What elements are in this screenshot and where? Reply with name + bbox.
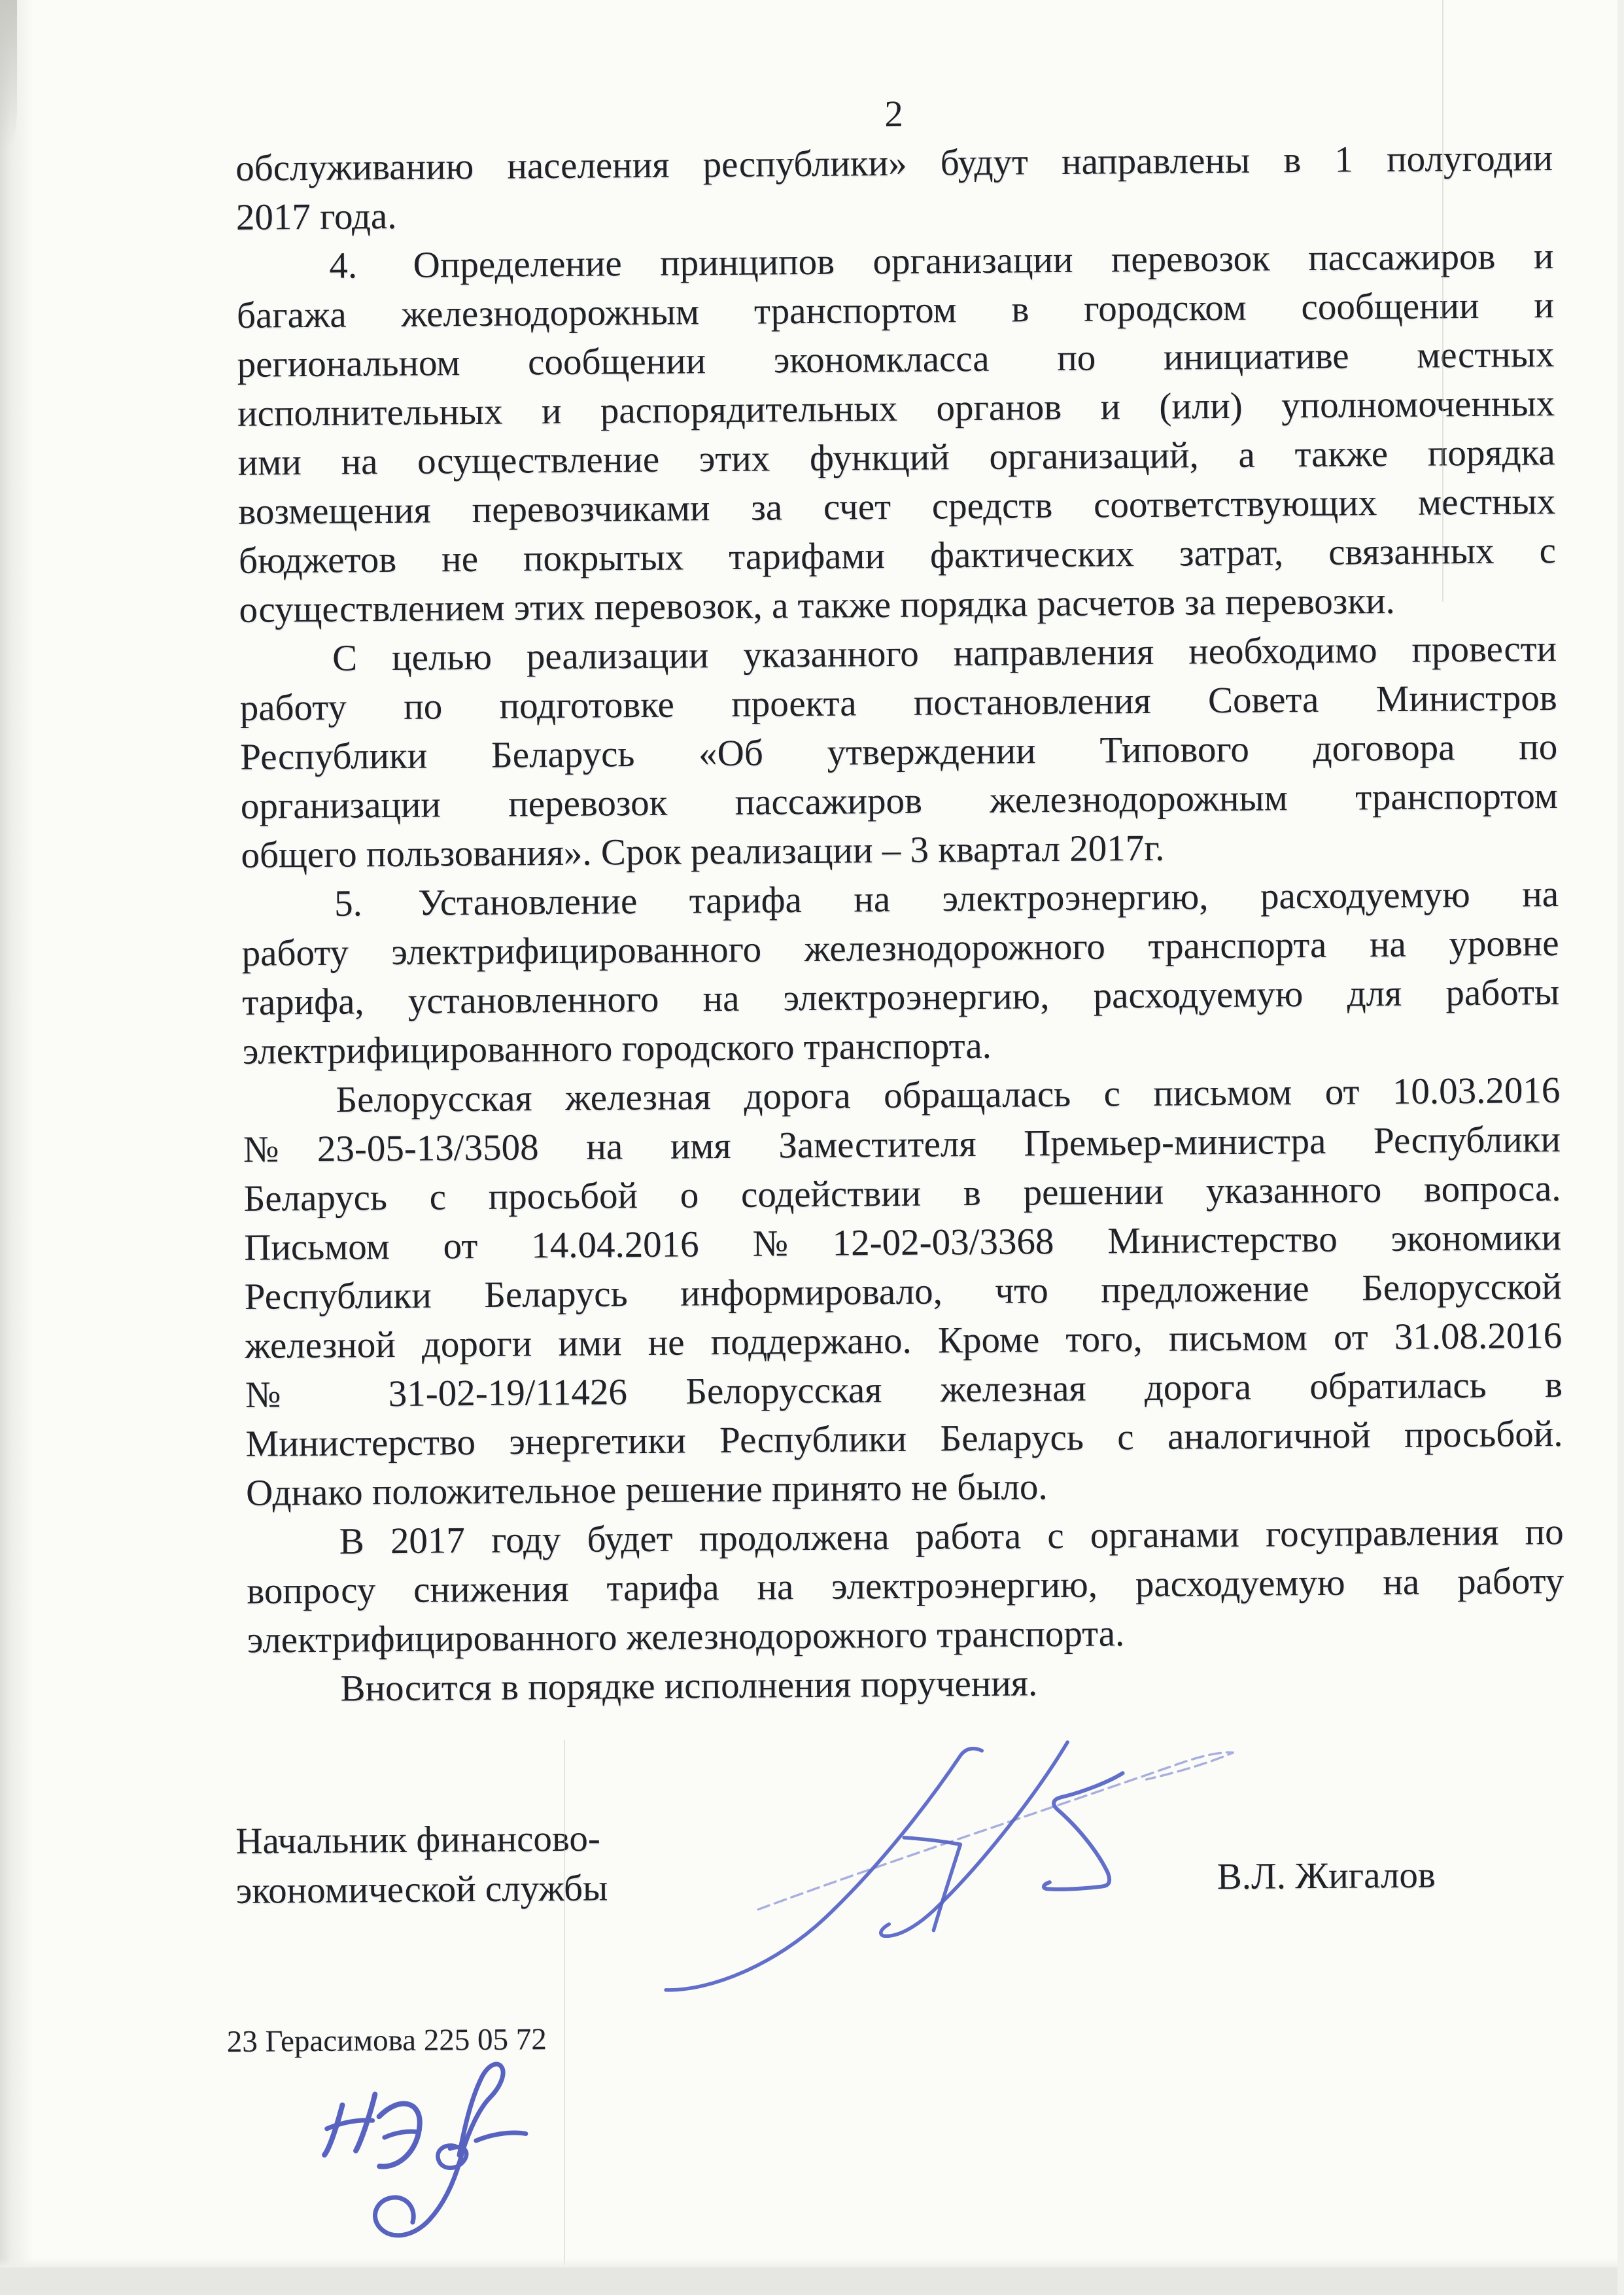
- signature-ink: [652, 1691, 1270, 2023]
- text-line: тарифа, установленного на электроэнергию, расходуемую для работы: [241, 972, 1560, 1023]
- text-line: электрифицированного городского транспорта.: [242, 1025, 992, 1072]
- text-line: вопросу снижения тарифа на электроэнергию, расходуемую на работу: [247, 1560, 1564, 1612]
- scan-crease-top: [1442, 0, 1443, 602]
- text-line: общего пользования». Срок реализации – 3 квартал 2017г.: [241, 827, 1165, 876]
- scan-corner-smudge: [0, 0, 17, 150]
- text-line: № 31-02-19/11426 Белорусская железная дорога обратилась в: [245, 1363, 1563, 1416]
- text-line: Министерство энергетики Республики Беларусь с аналогичной просьбой.: [245, 1412, 1563, 1465]
- text-line: Белорусская железная дорога обращалась с письмом от 10.03.2016: [336, 1070, 1561, 1121]
- page-number: 2: [884, 93, 904, 135]
- scan-edge-left: [0, 0, 34, 2295]
- text-line: осуществлением этих перевозок, а также порядка расчетов за перевозки.: [239, 580, 1395, 631]
- text-line: организации перевозок пассажиров железнодорожным транспортом: [240, 775, 1559, 827]
- text-line: В 2017 году будет продолжена работа с органами госуправления по: [339, 1511, 1564, 1562]
- job-title-line-2: экономической службы: [235, 1867, 608, 1912]
- text-line: Республики Беларусь «Об утверждении Типового договора по: [240, 726, 1558, 778]
- text-line: исполнительных и распорядительных органов и (или) уполномоченных: [237, 383, 1555, 434]
- text-line: Письмом от 14.04.2016 №12-02-03/3368 Министерство экономики: [243, 1217, 1562, 1269]
- text-line: железной дороги ими не поддержано. Кроме того, письмом от 31.08.2016: [245, 1314, 1563, 1367]
- document-body: [235, 133, 1565, 1714]
- text-line: возмещения перевозчиками за счет средств соответствующих местных: [238, 481, 1556, 533]
- text-line: Республики Беларусь информировало, что предложение Белорусской: [244, 1266, 1562, 1318]
- reference-footer: 23 Герасимова 225 05 72: [226, 2022, 547, 2059]
- text-line: обслуживанию населения республики» будут направлены в 1 полугодии: [235, 137, 1553, 189]
- text-line: электрифицированного железнодорожного транспорта.: [247, 1613, 1125, 1661]
- text-line: 2017 года.: [235, 195, 397, 238]
- signer-name: В.Л. Жигалов: [1217, 1854, 1436, 1898]
- text-line: региональном сообщении экономкласса по инициативе местных: [237, 334, 1555, 385]
- handwritten-note-ink: [295, 2050, 571, 2241]
- text-line: №23-05-13/3508 на имя Заместителя Премьер-министра Республики: [243, 1119, 1561, 1170]
- scan-edge-bottom: [0, 2268, 1624, 2295]
- text-line: ими на осуществление этих функций организаций, а также порядка: [237, 432, 1555, 483]
- text-line: работу электрифицированного железнодорожного транспорта на уровне: [241, 922, 1559, 974]
- text-line: С целью реализации указанного направления необходимо провести: [332, 628, 1557, 679]
- text-line: Вносится в порядке исполнения поручения.: [340, 1662, 1038, 1709]
- text-line: 4. Определение принципов организации перевозок пассажиров и: [329, 236, 1554, 287]
- text-line: Беларусь с просьбой о содействии в решении указанного вопроса.: [243, 1168, 1561, 1219]
- job-title-line-1: Начальник финансово-: [235, 1817, 601, 1862]
- text-line: работу по подготовке проекта постановления Совета Министров: [239, 677, 1557, 729]
- scan-crease-bottom: [564, 1740, 565, 2270]
- text-line: 5. Установление тарифа на электроэнергию, расходуемую на: [334, 873, 1559, 924]
- text-line: Однако положительное решение принято не было.: [245, 1466, 1048, 1514]
- scan-edge-bottom-fade: [0, 2258, 1624, 2268]
- text-line: багажа железнодорожным транспортом в городском сообщении и: [236, 285, 1555, 336]
- scan-edge-right: [1617, 0, 1624, 2295]
- text-line: бюджетов не покрытых тарифами фактических затрат, связанных с: [238, 530, 1557, 582]
